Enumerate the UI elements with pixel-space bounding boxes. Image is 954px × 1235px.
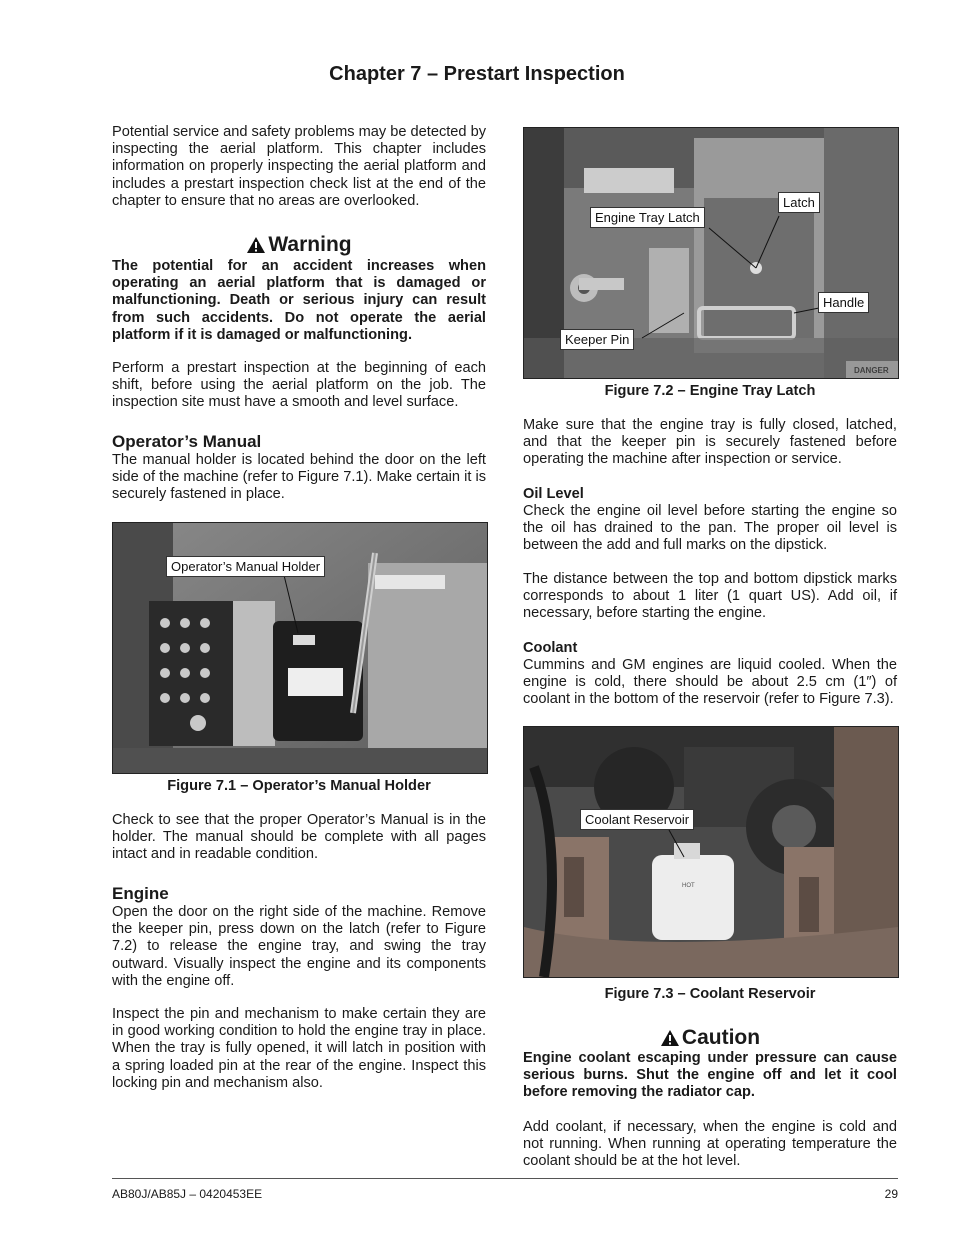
- footer-document-id: AB80J/AB85J – 0420453EE: [112, 1187, 263, 1201]
- inspect-pin-paragraph: Inspect the pin and mechanism to make certain they are in good working condition to hold the engine tray in place. When the tray is fully opened, it will latch in position with a spring loaded pin at the rear of the engine. Inspect this locking pin and mechanism also.: [112, 1006, 486, 1091]
- figure-7-3-caption: Figure 7.3 – Coolant Reservoir: [604, 986, 816, 1002]
- figure-7-2-callout-handle: Handle: [818, 292, 869, 313]
- page-title: Chapter 7 – Prestart Inspection: [329, 63, 625, 85]
- figure-7-2-caption: Figure 7.2 – Engine Tray Latch: [604, 383, 816, 399]
- caution-triangle-icon: [660, 1029, 680, 1047]
- warning-title: Warning: [268, 233, 352, 256]
- figure-7-1-callout: Operator’s Manual Holder: [166, 556, 325, 577]
- prestart-paragraph: Perform a prestart inspection at the beginning of each shift, before using the aerial platform on the job. The inspection site must have a smooth and level surface.: [112, 360, 486, 411]
- figure-7-3-photo: [523, 726, 899, 978]
- oil-level-heading: Oil Level: [523, 486, 584, 502]
- caution-text: Engine coolant escaping under pressure can cause serious burns. Shut the engine off and let it cool before removing the radiator cap.: [523, 1050, 897, 1101]
- figure-7-2-photo: [523, 127, 899, 379]
- footer-page-number: 29: [884, 1187, 898, 1201]
- operators-manual-heading: Operator’s Manual: [112, 432, 262, 451]
- warning-heading: [112, 233, 486, 257]
- dipstick-paragraph: The distance between the top and bottom dipstick marks corresponds to about 1 liter (1 quart US). Add oil, if necessary, before starting the engine.: [523, 571, 897, 622]
- figure-7-1-caption: Figure 7.1 – Operator’s Manual Holder: [167, 778, 431, 794]
- figure-7-3-callout: Coolant Reservoir: [580, 809, 694, 830]
- engine-heading: Engine: [112, 884, 169, 903]
- warning-text: The potential for an accident increases when operating an aerial platform that is damaged or malfunctioning. Death or serious injury can result from such accidents. Do not operate the aerial platform if it is damaged or malfunctioning.: [112, 258, 486, 343]
- figure-7-2-callout-latch: Latch: [778, 192, 820, 213]
- operators-manual-paragraph: The manual holder is located behind the door on the left side of the machine (refer to Figure 7.1). Make certain it is securely fastened in place.: [112, 452, 486, 503]
- add-coolant-paragraph: Add coolant, if necessary, when the engine is cold and not running. When running at operating temperature the coolant should be at the hot level.: [523, 1119, 897, 1170]
- figure-7-2-callout-keeper-pin: Keeper Pin: [560, 329, 634, 350]
- warning-triangle-icon: [246, 236, 266, 254]
- svg-text:HOT: HOT: [682, 883, 695, 889]
- figure-7-1-photo: [112, 522, 488, 774]
- engine-tray-paragraph: Make sure that the engine tray is fully closed, latched, and that the keeper pin is securely fastened before operating the machine after inspection or service.: [523, 417, 897, 468]
- check-manual-paragraph: Check to see that the proper Operator’s Manual is in the holder. The manual should be complete with all pages intact and in readable condition.: [112, 812, 486, 863]
- intro-paragraph: Potential service and safety problems may be detected by inspecting the aerial platform. This chapter includes information on properly inspecting the aerial platform and includes a prestart inspection check list at the end of the chapter to ensure that no areas are overlooked.: [112, 124, 486, 209]
- footer-divider: [112, 1178, 898, 1179]
- caution-title: Caution: [681, 1026, 761, 1049]
- caution-heading: [523, 1026, 897, 1050]
- coolant-paragraph: Cummins and GM engines are liquid cooled. When the engine is cold, there should be about 2.5 cm (1″) of coolant in the bottom of the reservoir (refer to Figure 7.3).: [523, 657, 897, 708]
- oil-level-paragraph: Check the engine oil level before starting the engine so the oil has drained to the pan. The proper oil level is between the add and full marks on the dipstick.: [523, 503, 897, 554]
- engine-paragraph: Open the door on the right side of the machine. Remove the keeper pin, press down on the latch (refer to Figure 7.2) to release the engine tray, and swing the tray outward. Visually inspect the engine and its components with the engine off.: [112, 904, 486, 989]
- figure-7-2-callout-engine-tray-latch: Engine Tray Latch: [590, 207, 705, 228]
- coolant-heading: Coolant: [523, 640, 578, 656]
